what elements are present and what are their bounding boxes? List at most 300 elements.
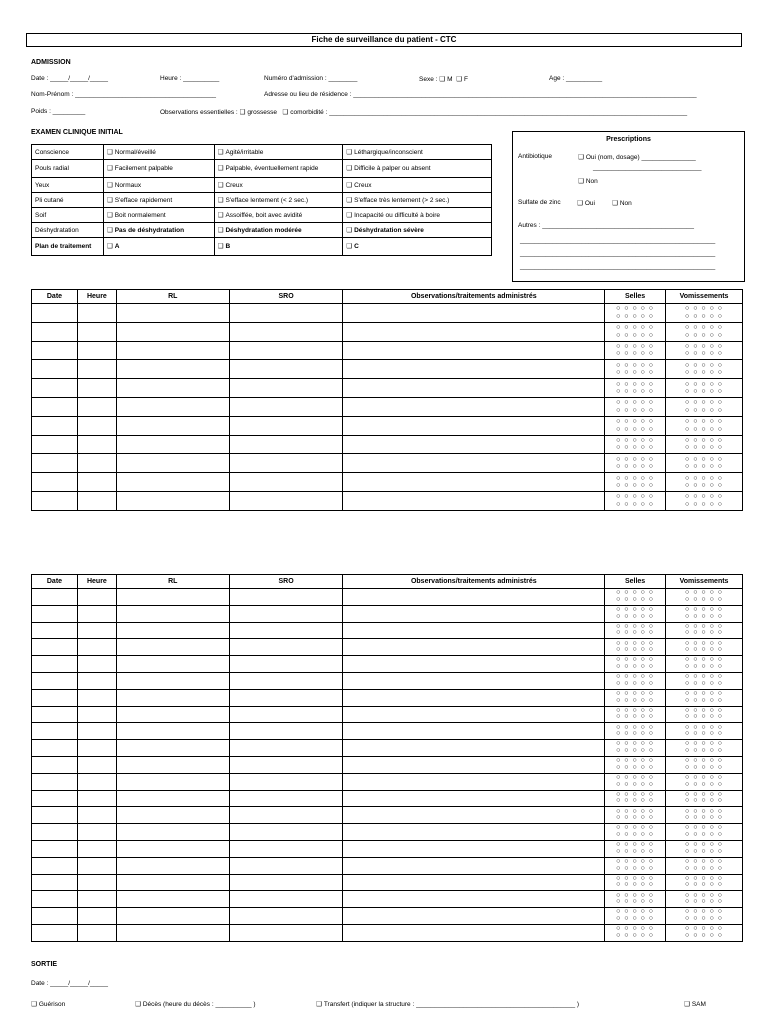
cell-date[interactable] (32, 672, 78, 689)
cell-observations[interactable] (343, 656, 605, 673)
cell-rl[interactable] (116, 840, 229, 857)
cell-vomissements[interactable] (666, 322, 743, 341)
cell-selles-circles[interactable]: ○ ○ ○ ○ ○ (616, 696, 655, 704)
cell-selles-circles[interactable]: ○ ○ ○ ○ ○ (616, 493, 655, 501)
cell-heure[interactable] (77, 689, 116, 706)
cell-rl[interactable] (116, 491, 229, 510)
cell-selles-circles[interactable]: ○ ○ ○ ○ ○ (616, 757, 655, 765)
grossesse-checkbox[interactable]: ❑ grossesse (240, 109, 277, 116)
cell-vomissements[interactable] (666, 360, 743, 379)
cell-selles-circles[interactable]: ○ ○ ○ ○ ○ (616, 312, 655, 320)
cell-vomissements-circles[interactable]: ○ ○ ○ ○ ○ (685, 747, 723, 755)
cell-observations[interactable] (343, 622, 605, 639)
cell-vomissements-circles[interactable]: ○ ○ ○ ○ ○ (685, 595, 723, 603)
cell-selles-circles[interactable]: ○ ○ ○ ○ ○ (616, 455, 655, 463)
cell-vomissements-circles[interactable]: ○ ○ ○ ○ ○ (685, 931, 723, 939)
cell-selles-circles[interactable]: ○ ○ ○ ○ ○ (616, 790, 655, 798)
cell-selles-circles[interactable]: ○ ○ ○ ○ ○ (616, 706, 655, 714)
cell-selles-circles[interactable]: ○ ○ ○ ○ ○ (616, 324, 655, 332)
cell-vomissements-circles[interactable]: ○ ○ ○ ○ ○ (685, 663, 723, 671)
cell-vomissements-circles[interactable]: ○ ○ ○ ○ ○ (685, 463, 723, 471)
sam-checkbox[interactable]: ❑ SAM (684, 1001, 706, 1008)
antibiotique-oui-checkbox[interactable]: ❑ Oui (nom, dosage) _______________ (578, 154, 696, 161)
cell-vomissements[interactable] (666, 341, 743, 360)
cell-vomissements[interactable] (666, 773, 743, 790)
cell-heure[interactable] (77, 379, 116, 398)
cell-observations[interactable] (343, 435, 605, 454)
cell-vomissements-circles[interactable]: ○ ○ ○ ○ ○ (685, 305, 723, 313)
cell-sro[interactable] (229, 622, 343, 639)
nom-prenom-field[interactable]: Nom-Prénom : _______________________________________ (31, 91, 217, 98)
cell-selles-circles[interactable]: ○ ○ ○ ○ ○ (616, 679, 655, 687)
cell-observations[interactable] (343, 840, 605, 857)
transfert-checkbox[interactable]: ❑ Transfert (indiquer la structure : ____________________________________________ ) (316, 1001, 579, 1008)
cell-sro[interactable] (229, 790, 343, 807)
cell-selles[interactable] (605, 740, 666, 757)
exam-option-b[interactable]: ❑ Déshydratation modérée (218, 227, 302, 234)
cell-heure[interactable] (77, 341, 116, 360)
cell-rl[interactable] (116, 874, 229, 891)
cell-vomissements-circles[interactable]: ○ ○ ○ ○ ○ (685, 730, 723, 738)
cell-observations[interactable] (343, 740, 605, 757)
cell-observations[interactable] (343, 924, 605, 941)
exam-option-c[interactable]: ❑ S'efface très lentement (> 2 sec.) (346, 197, 449, 204)
cell-vomissements[interactable] (666, 622, 743, 639)
cell-selles[interactable] (605, 605, 666, 622)
cell-sro[interactable] (229, 672, 343, 689)
cell-selles-circles[interactable]: ○ ○ ○ ○ ○ (616, 482, 655, 490)
cell-sro[interactable] (229, 605, 343, 622)
cell-selles[interactable] (605, 874, 666, 891)
admission-numero-field[interactable]: Numéro d'admission : ________ (264, 75, 358, 82)
cell-date[interactable] (32, 706, 78, 723)
cell-vomissements-circles[interactable]: ○ ○ ○ ○ ○ (685, 639, 723, 647)
cell-heure[interactable] (77, 840, 116, 857)
cell-observations[interactable] (343, 397, 605, 416)
cell-vomissements[interactable] (666, 397, 743, 416)
cell-observations[interactable] (343, 341, 605, 360)
cell-selles-circles[interactable]: ○ ○ ○ ○ ○ (616, 331, 655, 339)
cell-date[interactable] (32, 589, 78, 606)
cell-vomissements-circles[interactable]: ○ ○ ○ ○ ○ (685, 493, 723, 501)
cell-selles[interactable] (605, 397, 666, 416)
cell-rl[interactable] (116, 891, 229, 908)
cell-heure[interactable] (77, 891, 116, 908)
cell-vomissements[interactable] (666, 891, 743, 908)
cell-selles[interactable] (605, 360, 666, 379)
cell-observations[interactable] (343, 473, 605, 492)
cell-vomissements-circles[interactable]: ○ ○ ○ ○ ○ (685, 656, 723, 664)
cell-vomissements-circles[interactable]: ○ ○ ○ ○ ○ (685, 500, 723, 508)
cell-sro[interactable] (229, 689, 343, 706)
cell-sro[interactable] (229, 756, 343, 773)
cell-sro[interactable] (229, 857, 343, 874)
cell-heure[interactable] (77, 656, 116, 673)
cell-selles-circles[interactable]: ○ ○ ○ ○ ○ (616, 361, 655, 369)
cell-selles-circles[interactable]: ○ ○ ○ ○ ○ (616, 931, 655, 939)
cell-date[interactable] (32, 397, 78, 416)
cell-vomissements[interactable] (666, 416, 743, 435)
cell-sro[interactable] (229, 706, 343, 723)
cell-selles-circles[interactable]: ○ ○ ○ ○ ○ (616, 656, 655, 664)
cell-sro[interactable] (229, 416, 343, 435)
cell-rl[interactable] (116, 605, 229, 622)
cell-sro[interactable] (229, 454, 343, 473)
cell-vomissements-circles[interactable]: ○ ○ ○ ○ ○ (685, 350, 723, 358)
exam-option-b[interactable]: ❑ Assoiffée, boit avec avidité (218, 212, 303, 219)
cell-selles-circles[interactable]: ○ ○ ○ ○ ○ (616, 673, 655, 681)
cell-vomissements[interactable] (666, 874, 743, 891)
cell-vomissements[interactable] (666, 908, 743, 925)
cell-selles-circles[interactable]: ○ ○ ○ ○ ○ (616, 723, 655, 731)
cell-sro[interactable] (229, 435, 343, 454)
antibiotique-line[interactable]: ______________________________ (593, 164, 702, 171)
cell-selles-circles[interactable]: ○ ○ ○ ○ ○ (616, 780, 655, 788)
cell-selles[interactable] (605, 723, 666, 740)
cell-selles-circles[interactable]: ○ ○ ○ ○ ○ (616, 474, 655, 482)
cell-selles[interactable] (605, 435, 666, 454)
exam-option-b[interactable]: ❑ S'efface lentement (< 2 sec.) (218, 197, 308, 204)
cell-selles[interactable] (605, 857, 666, 874)
cell-rl[interactable] (116, 589, 229, 606)
cell-selles[interactable] (605, 824, 666, 841)
cell-vomissements-circles[interactable]: ○ ○ ○ ○ ○ (685, 858, 723, 866)
cell-selles-circles[interactable]: ○ ○ ○ ○ ○ (616, 663, 655, 671)
cell-vomissements-circles[interactable]: ○ ○ ○ ○ ○ (685, 797, 723, 805)
cell-selles-circles[interactable]: ○ ○ ○ ○ ○ (616, 350, 655, 358)
cell-heure[interactable] (77, 589, 116, 606)
cell-date[interactable] (32, 304, 78, 323)
exam-option-a[interactable]: ❑ A (107, 243, 120, 250)
cell-observations[interactable] (343, 874, 605, 891)
cell-rl[interactable] (116, 304, 229, 323)
cell-selles-circles[interactable]: ○ ○ ○ ○ ○ (616, 864, 655, 872)
cell-vomissements-circles[interactable]: ○ ○ ○ ○ ○ (685, 425, 723, 433)
cell-vomissements-circles[interactable]: ○ ○ ○ ○ ○ (685, 388, 723, 396)
cell-sro[interactable] (229, 656, 343, 673)
cell-selles[interactable] (605, 706, 666, 723)
sulfate-non-checkbox[interactable]: ❑ Non (612, 200, 632, 207)
cell-observations[interactable] (343, 706, 605, 723)
cell-rl[interactable] (116, 924, 229, 941)
cell-heure[interactable] (77, 304, 116, 323)
cell-vomissements-circles[interactable]: ○ ○ ○ ○ ○ (685, 406, 723, 414)
cell-rl[interactable] (116, 773, 229, 790)
cell-selles-circles[interactable]: ○ ○ ○ ○ ○ (616, 847, 655, 855)
cell-observations[interactable] (343, 891, 605, 908)
cell-vomissements[interactable] (666, 454, 743, 473)
cell-selles-circles[interactable]: ○ ○ ○ ○ ○ (616, 606, 655, 614)
cell-selles-circles[interactable]: ○ ○ ○ ○ ○ (616, 595, 655, 603)
cell-heure[interactable] (77, 740, 116, 757)
exam-option-a[interactable]: ❑ Pas de déshydratation (107, 227, 184, 234)
cell-rl[interactable] (116, 857, 229, 874)
cell-selles-circles[interactable]: ○ ○ ○ ○ ○ (616, 629, 655, 637)
cell-rl[interactable] (116, 706, 229, 723)
cell-observations[interactable] (343, 589, 605, 606)
cell-sro[interactable] (229, 773, 343, 790)
cell-vomissements[interactable] (666, 840, 743, 857)
cell-vomissements[interactable] (666, 304, 743, 323)
autres-line[interactable]: ______________________________________________________ (520, 237, 716, 244)
cell-rl[interactable] (116, 341, 229, 360)
cell-selles-circles[interactable]: ○ ○ ○ ○ ○ (616, 898, 655, 906)
cell-selles-circles[interactable]: ○ ○ ○ ○ ○ (616, 380, 655, 388)
cell-vomissements-circles[interactable]: ○ ○ ○ ○ ○ (685, 622, 723, 630)
cell-vomissements-circles[interactable]: ○ ○ ○ ○ ○ (685, 361, 723, 369)
cell-date[interactable] (32, 756, 78, 773)
cell-selles-circles[interactable]: ○ ○ ○ ○ ○ (616, 463, 655, 471)
cell-vomissements[interactable] (666, 924, 743, 941)
cell-vomissements-circles[interactable]: ○ ○ ○ ○ ○ (685, 780, 723, 788)
cell-rl[interactable] (116, 756, 229, 773)
cell-vomissements-circles[interactable]: ○ ○ ○ ○ ○ (685, 612, 723, 620)
cell-vomissements-circles[interactable]: ○ ○ ○ ○ ○ (685, 713, 723, 721)
cell-vomissements[interactable] (666, 689, 743, 706)
cell-selles-circles[interactable]: ○ ○ ○ ○ ○ (616, 824, 655, 832)
cell-observations[interactable] (343, 807, 605, 824)
cell-rl[interactable] (116, 639, 229, 656)
cell-sro[interactable] (229, 473, 343, 492)
exam-option-c[interactable]: ❑ Déshydratation sévère (346, 227, 424, 234)
sulfate-oui-checkbox[interactable]: ❑ Oui (577, 200, 595, 207)
cell-date[interactable] (32, 908, 78, 925)
cell-selles[interactable] (605, 454, 666, 473)
cell-observations[interactable] (343, 304, 605, 323)
cell-vomissements[interactable] (666, 857, 743, 874)
cell-selles-circles[interactable]: ○ ○ ○ ○ ○ (616, 639, 655, 647)
cell-vomissements[interactable] (666, 435, 743, 454)
cell-selles-circles[interactable]: ○ ○ ○ ○ ○ (616, 399, 655, 407)
cell-rl[interactable] (116, 360, 229, 379)
cell-selles-circles[interactable]: ○ ○ ○ ○ ○ (616, 612, 655, 620)
cell-selles-circles[interactable]: ○ ○ ○ ○ ○ (616, 369, 655, 377)
cell-selles[interactable] (605, 840, 666, 857)
cell-date[interactable] (32, 639, 78, 656)
cell-observations[interactable] (343, 857, 605, 874)
cell-selles-circles[interactable]: ○ ○ ○ ○ ○ (616, 436, 655, 444)
cell-selles-circles[interactable]: ○ ○ ○ ○ ○ (616, 500, 655, 508)
cell-observations[interactable] (343, 639, 605, 656)
cell-heure[interactable] (77, 773, 116, 790)
cell-vomissements[interactable] (666, 639, 743, 656)
cell-selles[interactable] (605, 656, 666, 673)
poids-field[interactable]: Poids : _________ (31, 108, 86, 115)
sexe-m-checkbox[interactable]: ❑ M (439, 76, 452, 83)
cell-rl[interactable] (116, 397, 229, 416)
cell-selles[interactable] (605, 416, 666, 435)
cell-vomissements-circles[interactable]: ○ ○ ○ ○ ○ (685, 646, 723, 654)
cell-sro[interactable] (229, 322, 343, 341)
cell-selles-circles[interactable]: ○ ○ ○ ○ ○ (616, 730, 655, 738)
cell-vomissements-circles[interactable]: ○ ○ ○ ○ ○ (685, 606, 723, 614)
cell-date[interactable] (32, 379, 78, 398)
cell-selles-circles[interactable]: ○ ○ ○ ○ ○ (616, 908, 655, 916)
cell-rl[interactable] (116, 824, 229, 841)
exam-option-b[interactable]: ❑ Agité/irritable (218, 149, 264, 156)
cell-heure[interactable] (77, 491, 116, 510)
cell-observations[interactable] (343, 773, 605, 790)
cell-date[interactable] (32, 924, 78, 941)
cell-rl[interactable] (116, 740, 229, 757)
exam-option-c[interactable]: ❑ Léthargique/inconscient (346, 149, 423, 156)
cell-selles[interactable] (605, 773, 666, 790)
cell-vomissements-circles[interactable]: ○ ○ ○ ○ ○ (685, 455, 723, 463)
exam-option-a[interactable]: ❑ Normal/éveillé (107, 149, 156, 156)
cell-vomissements-circles[interactable]: ○ ○ ○ ○ ○ (685, 864, 723, 872)
cell-selles-circles[interactable]: ○ ○ ○ ○ ○ (616, 622, 655, 630)
cell-vomissements-circles[interactable]: ○ ○ ○ ○ ○ (685, 874, 723, 882)
cell-observations[interactable] (343, 908, 605, 925)
exam-option-a[interactable]: ❑ S'efface rapidement (107, 197, 172, 204)
cell-selles[interactable] (605, 689, 666, 706)
cell-date[interactable] (32, 341, 78, 360)
cell-vomissements[interactable] (666, 756, 743, 773)
cell-heure[interactable] (77, 824, 116, 841)
cell-selles-circles[interactable]: ○ ○ ○ ○ ○ (616, 305, 655, 313)
cell-vomissements-circles[interactable]: ○ ○ ○ ○ ○ (685, 369, 723, 377)
cell-date[interactable] (32, 360, 78, 379)
cell-heure[interactable] (77, 723, 116, 740)
cell-sro[interactable] (229, 379, 343, 398)
cell-selles[interactable] (605, 589, 666, 606)
cell-selles-circles[interactable]: ○ ○ ○ ○ ○ (616, 690, 655, 698)
exam-option-c[interactable]: ❑ Creux (346, 182, 371, 189)
cell-vomissements-circles[interactable]: ○ ○ ○ ○ ○ (685, 757, 723, 765)
cell-date[interactable] (32, 605, 78, 622)
cell-vomissements[interactable] (666, 473, 743, 492)
cell-vomissements-circles[interactable]: ○ ○ ○ ○ ○ (685, 342, 723, 350)
cell-observations[interactable] (343, 491, 605, 510)
cell-observations[interactable] (343, 379, 605, 398)
cell-date[interactable] (32, 322, 78, 341)
cell-date[interactable] (32, 435, 78, 454)
cell-vomissements-circles[interactable]: ○ ○ ○ ○ ○ (685, 673, 723, 681)
cell-selles[interactable] (605, 379, 666, 398)
cell-date[interactable] (32, 656, 78, 673)
cell-selles[interactable] (605, 341, 666, 360)
cell-rl[interactable] (116, 656, 229, 673)
cell-date[interactable] (32, 740, 78, 757)
cell-selles[interactable] (605, 891, 666, 908)
cell-selles-circles[interactable]: ○ ○ ○ ○ ○ (616, 925, 655, 933)
cell-sro[interactable] (229, 397, 343, 416)
cell-date[interactable] (32, 891, 78, 908)
cell-vomissements-circles[interactable]: ○ ○ ○ ○ ○ (685, 847, 723, 855)
cell-observations[interactable] (343, 322, 605, 341)
cell-vomissements[interactable] (666, 672, 743, 689)
cell-selles[interactable] (605, 473, 666, 492)
cell-selles-circles[interactable]: ○ ○ ○ ○ ○ (616, 425, 655, 433)
cell-selles-circles[interactable]: ○ ○ ○ ○ ○ (616, 814, 655, 822)
cell-rl[interactable] (116, 689, 229, 706)
cell-observations[interactable] (343, 672, 605, 689)
cell-rl[interactable] (116, 723, 229, 740)
cell-selles-circles[interactable]: ○ ○ ○ ○ ○ (616, 406, 655, 414)
cell-vomissements-circles[interactable]: ○ ○ ○ ○ ○ (685, 436, 723, 444)
cell-date[interactable] (32, 622, 78, 639)
cell-selles-circles[interactable]: ○ ○ ○ ○ ○ (616, 444, 655, 452)
cell-selles[interactable] (605, 639, 666, 656)
cell-observations[interactable] (343, 416, 605, 435)
cell-vomissements-circles[interactable]: ○ ○ ○ ○ ○ (685, 740, 723, 748)
cell-date[interactable] (32, 723, 78, 740)
sexe-f-checkbox[interactable]: ❑ F (456, 76, 468, 83)
cell-selles[interactable] (605, 672, 666, 689)
cell-selles-circles[interactable]: ○ ○ ○ ○ ○ (616, 891, 655, 899)
cell-vomissements-circles[interactable]: ○ ○ ○ ○ ○ (685, 679, 723, 687)
cell-selles-circles[interactable]: ○ ○ ○ ○ ○ (616, 797, 655, 805)
cell-selles-circles[interactable]: ○ ○ ○ ○ ○ (616, 740, 655, 748)
cell-sro[interactable] (229, 824, 343, 841)
cell-rl[interactable] (116, 379, 229, 398)
cell-heure[interactable] (77, 322, 116, 341)
exam-option-c[interactable]: ❑ Incapacité ou difficulté à boire (346, 212, 440, 219)
cell-vomissements-circles[interactable]: ○ ○ ○ ○ ○ (685, 881, 723, 889)
cell-vomissements-circles[interactable]: ○ ○ ○ ○ ○ (685, 807, 723, 815)
cell-observations[interactable] (343, 360, 605, 379)
cell-selles-circles[interactable]: ○ ○ ○ ○ ○ (616, 858, 655, 866)
cell-date[interactable] (32, 790, 78, 807)
cell-rl[interactable] (116, 416, 229, 435)
cell-heure[interactable] (77, 672, 116, 689)
cell-vomissements-circles[interactable]: ○ ○ ○ ○ ○ (685, 474, 723, 482)
cell-date[interactable] (32, 824, 78, 841)
guerison-checkbox[interactable]: ❑ Guérison (31, 1001, 65, 1008)
exam-option-a[interactable]: ❑ Normaux (107, 182, 141, 189)
cell-observations[interactable] (343, 756, 605, 773)
cell-vomissements-circles[interactable]: ○ ○ ○ ○ ○ (685, 324, 723, 332)
cell-heure[interactable] (77, 416, 116, 435)
cell-vomissements-circles[interactable]: ○ ○ ○ ○ ○ (685, 841, 723, 849)
cell-selles-circles[interactable]: ○ ○ ○ ○ ○ (616, 915, 655, 923)
cell-vomissements[interactable] (666, 706, 743, 723)
cell-sro[interactable] (229, 740, 343, 757)
cell-sro[interactable] (229, 891, 343, 908)
cell-date[interactable] (32, 689, 78, 706)
admission-date-field[interactable]: Date : _____/_____/_____ (31, 75, 108, 82)
autres-line[interactable]: ______________________________________________________ (520, 263, 716, 270)
cell-observations[interactable] (343, 605, 605, 622)
cell-vomissements-circles[interactable]: ○ ○ ○ ○ ○ (685, 629, 723, 637)
cell-date[interactable] (32, 473, 78, 492)
cell-vomissements-circles[interactable]: ○ ○ ○ ○ ○ (685, 706, 723, 714)
cell-heure[interactable] (77, 874, 116, 891)
cell-selles-circles[interactable]: ○ ○ ○ ○ ○ (616, 342, 655, 350)
deces-checkbox[interactable]: ❑ Décès (heure du décès : __________ ) (135, 1001, 256, 1008)
cell-selles-circles[interactable]: ○ ○ ○ ○ ○ (616, 763, 655, 771)
cell-selles[interactable] (605, 790, 666, 807)
cell-selles-circles[interactable]: ○ ○ ○ ○ ○ (616, 831, 655, 839)
cell-vomissements[interactable] (666, 589, 743, 606)
cell-vomissements[interactable] (666, 824, 743, 841)
cell-heure[interactable] (77, 454, 116, 473)
cell-date[interactable] (32, 857, 78, 874)
cell-sro[interactable] (229, 807, 343, 824)
cell-heure[interactable] (77, 360, 116, 379)
cell-vomissements-circles[interactable]: ○ ○ ○ ○ ○ (685, 589, 723, 597)
cell-selles-circles[interactable]: ○ ○ ○ ○ ○ (616, 713, 655, 721)
cell-date[interactable] (32, 807, 78, 824)
cell-vomissements-circles[interactable]: ○ ○ ○ ○ ○ (685, 814, 723, 822)
cell-selles-circles[interactable]: ○ ○ ○ ○ ○ (616, 774, 655, 782)
cell-selles-circles[interactable]: ○ ○ ○ ○ ○ (616, 807, 655, 815)
cell-vomissements-circles[interactable]: ○ ○ ○ ○ ○ (685, 898, 723, 906)
cell-heure[interactable] (77, 908, 116, 925)
exam-option-b[interactable]: ❑ Palpable, éventuellement rapide (218, 165, 319, 172)
cell-sro[interactable] (229, 491, 343, 510)
cell-selles[interactable] (605, 924, 666, 941)
